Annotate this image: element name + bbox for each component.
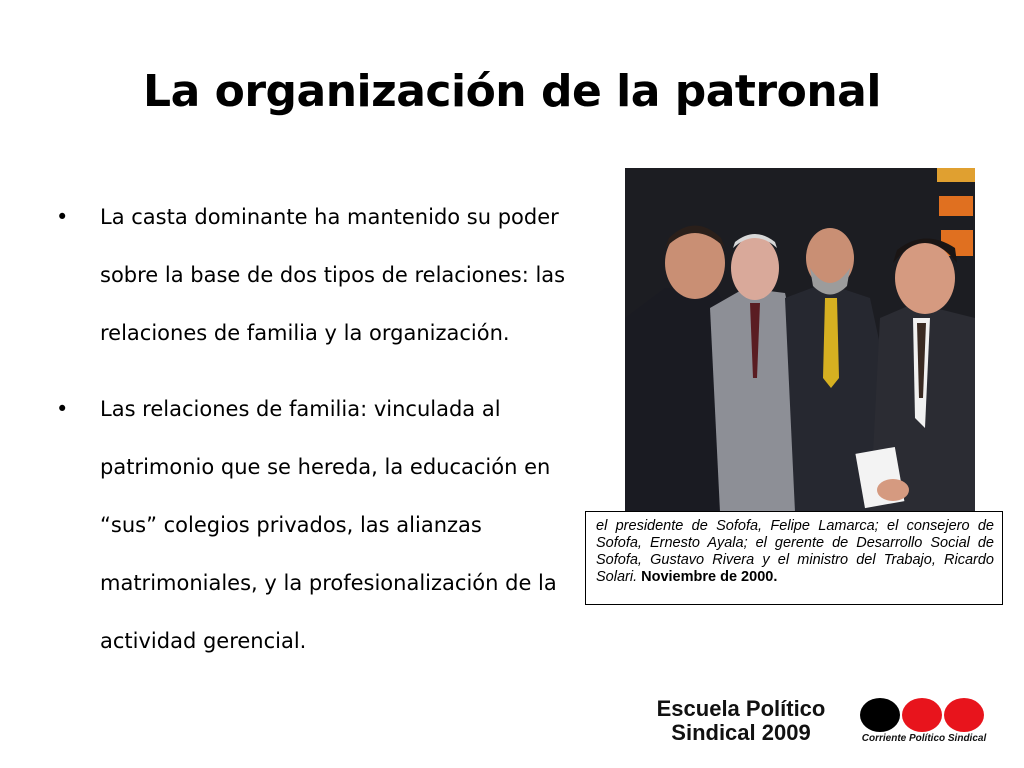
caption-date: Noviembre de 2000. bbox=[641, 569, 778, 585]
footer-logo-text bbox=[636, 697, 846, 745]
bullet-text-2: Las relaciones de familia: vinculada al patrimonio que se hereda, la educación en “sus” colegios privados, las alianzas matrimoniales, y la profesionalización de la actividad gerencial. bbox=[100, 397, 557, 653]
photo-illustration bbox=[625, 168, 975, 512]
caption-text: el presidente de Sofofa, Felipe Lamarca; el consejero de Sofofa, Ernesto Ayala; el gerente de Desarrollo Social de Sofofa, Gustavo Rivera y el ministro del Trabajo, Ricardo Solari. bbox=[596, 518, 994, 585]
logo-circle-red-icon bbox=[944, 698, 984, 732]
bullet-item-1 bbox=[56, 188, 596, 362]
slide-title: La organización de la patronal bbox=[143, 66, 881, 117]
photo-caption bbox=[585, 511, 1003, 605]
photo-four-men-in-suits bbox=[625, 168, 975, 512]
logo-circle-red-icon bbox=[902, 698, 942, 732]
footer-subtitle: Corriente Político Sindical bbox=[861, 733, 987, 744]
footer-line-1: Escuela Político bbox=[656, 696, 826, 721]
bullet-dot-icon: • bbox=[56, 205, 69, 229]
bullet-list bbox=[56, 188, 596, 688]
footer-line-2: Sindical 2009 bbox=[671, 720, 811, 745]
bullet-text-1: La casta dominante ha mantenido su poder sobre la base de dos tipos de relaciones: las relaciones de familia y la organización. bbox=[100, 205, 566, 345]
logo-circle-black-icon bbox=[860, 698, 900, 732]
bullet-dot-icon: • bbox=[56, 397, 69, 421]
bullet-item-2 bbox=[56, 380, 596, 670]
